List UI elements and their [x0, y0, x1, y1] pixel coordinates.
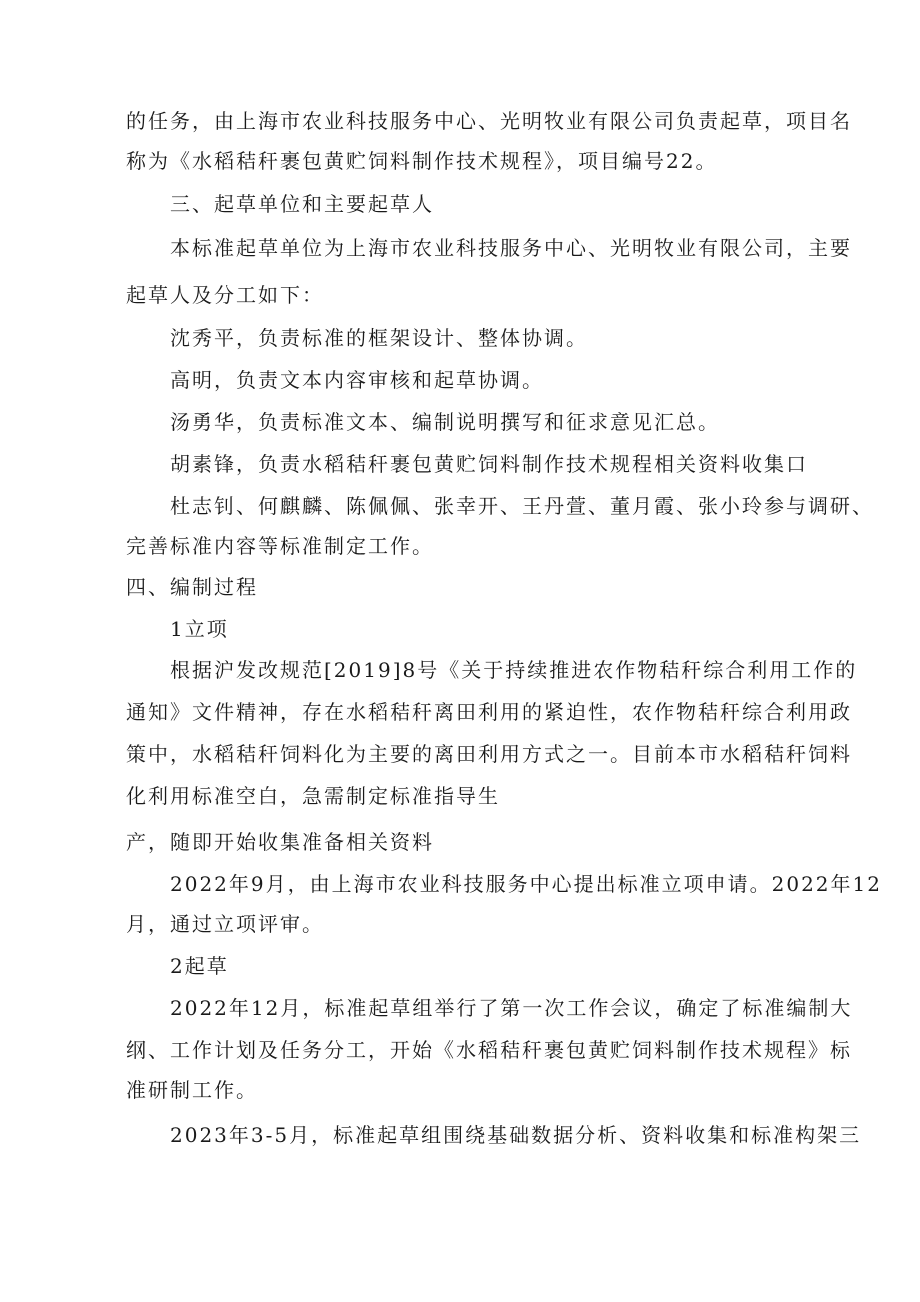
text-line: 汤勇华，负责标准文本、编制说明撰写和征求意见汇总。 — [170, 410, 720, 434]
text-line: 胡素锋，负责水稻秸秆裹包黄贮饲料制作技术规程相关资料收集口 — [170, 452, 808, 476]
text-line: 产，随即开始收集准备相关资料 — [126, 830, 434, 854]
text-line: 称为《水稻秸秆裹包黄贮饲料制作技术规程》，项目编号22。 — [126, 149, 718, 173]
text-line: 纲、工作计划及任务分工，开始《水稻秸秆裹包黄贮饲料制作技术规程》标 — [126, 1038, 852, 1062]
text-line: 起草人及分工如下： — [126, 283, 324, 307]
section-heading: 三、起草单位和主要起草人 — [170, 192, 434, 216]
text-line: 高明，负责文本内容审核和起草协调。 — [170, 368, 544, 392]
section-heading: 四、编制过程 — [126, 575, 258, 599]
subsection-heading: 2起草 — [170, 954, 229, 978]
text-line: 策中，水稻秸秆饲料化为主要的离田利用方式之一。目前本市水稻秸秆饲料 — [126, 742, 852, 766]
text-line: 的任务，由上海市农业科技服务中心、光明牧业有限公司负责起草，项目名 — [126, 109, 852, 133]
text-line: 2022年9月，由上海市农业科技服务中心提出标准立项申请。2022年12 — [170, 872, 882, 896]
text-line: 本标准起草单位为上海市农业科技服务中心、光明牧业有限公司，主要 — [170, 236, 852, 260]
text-line: 准研制工作。 — [126, 1078, 258, 1102]
text-line: 根据沪发改规范[2019]8号《关于持续推进农作物秸秆综合利用工作的 — [170, 658, 858, 682]
text-line: 化利用标准空白，急需制定标准指导生 — [126, 784, 500, 808]
text-line: 完善标准内容等标准制定工作。 — [126, 534, 434, 558]
text-line: 2022年12月，标准起草组举行了第一次工作会议，确定了标准编制大 — [170, 996, 853, 1020]
text-line: 2023年3-5月，标准起草组围绕基础数据分析、资料收集和标准构架三 — [170, 1123, 862, 1147]
subsection-heading: 1立项 — [170, 617, 229, 641]
text-line: 杜志钊、何麒麟、陈佩佩、张幸开、王丹萱、董月霞、张小玲参与调研、 — [170, 494, 874, 518]
text-line: 月，通过立项评审。 — [126, 912, 324, 936]
text-line: 沈秀平，负责标准的框架设计、整体协调。 — [170, 326, 588, 350]
text-line: 通知》文件精神，存在水稻秸秆离田利用的紧迫性，农作物秸秆综合利用政 — [126, 700, 852, 724]
